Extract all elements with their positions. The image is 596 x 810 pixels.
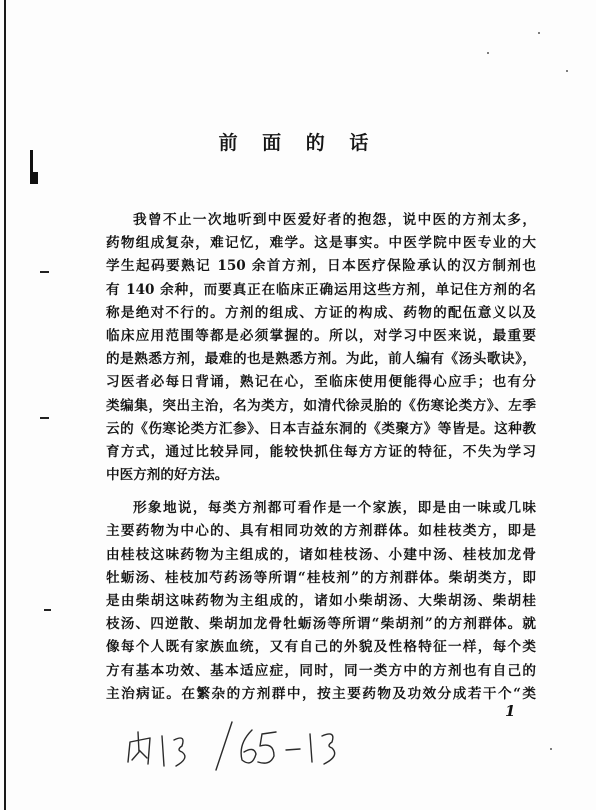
scan-speck — [538, 32, 540, 34]
text-line: 育方式，通过比较异同，能较快抓住每方方证的特征，不失为学习 — [106, 443, 536, 460]
scan-speck — [487, 52, 489, 54]
margin-tick — [40, 417, 49, 419]
scan-speck — [566, 70, 568, 72]
page-title: 前 面 的 话 — [218, 132, 378, 154]
text-line: 有 140 余种，而要真正在临床正确运用这些方剂，单记住方剂的名 — [106, 281, 536, 298]
margin-mark — [30, 150, 38, 188]
text-line: 中医方剂的好方法。 — [106, 467, 229, 484]
text-line: 我曾不止一次地听到中医爱好者的抱怨，说中医的方剂太多， — [133, 212, 536, 228]
text-line: 称是绝对不行的。方剂的组成、方证的构成、药物的配伍意义以及 — [106, 304, 536, 321]
text-line: 像每个人既有家族血统，又有自己的外貌及性格特征一样，每个类 — [106, 639, 536, 656]
text-line: 牡蛎汤、桂枝加芍药汤等所谓“桂枝剂”的方剂群体。柴胡类方，即 — [106, 569, 536, 586]
text-line: 由桂枝这味药物为主组成的，诸如桂枝汤、小建中汤、桂枝加龙骨 — [106, 546, 536, 563]
text-line: 学生起码要熟记 150 余首方剂，日本医疗保险承认的汉方制剂也 — [106, 258, 536, 275]
handwritten-note — [120, 714, 350, 784]
text-line: 主要药物为中心的、具有相同功效的方剂群体。如桂枝类方，即是 — [106, 523, 536, 540]
scan-left-border — [4, 0, 6, 810]
text-line: 枝汤、四逆散、柴胡加龙骨牡蛎汤等所谓“柴胡剂”的方剂群体。就 — [106, 616, 536, 633]
body-text — [106, 209, 536, 706]
text-line: 主治病证。在繁杂的方剂群中，按主要药物及功效分成若干个“类 — [106, 685, 536, 702]
text-line: 形象地说，每类方剂都可看作是一个家族，即是由一味或几味 — [133, 500, 536, 517]
text-line: 类编集，突出主治，名为类方，如清代徐灵胎的《伤寒论类方》、左季 — [106, 397, 536, 414]
scan-speck — [550, 748, 552, 750]
text-line: 云的《伤寒论类方汇参》、日本吉益东洞的《类聚方》等皆是。这种教 — [106, 420, 536, 437]
text-line: 临床应用范围等都是必须掌握的。所以，对学习中医来说，最重要 — [106, 327, 536, 344]
text-line: 药物组成复杂，难记忆，难学。这是事实。中医学院中医专业的大 — [106, 235, 536, 252]
text-line: 的是熟悉方剂，最难的也是熟悉方剂。为此，前人编有《汤头歌诀》， — [106, 351, 536, 368]
text-line: 是由柴胡这味药物为主组成的，诸如小柴胡汤、大柴胡汤、柴胡桂 — [106, 593, 536, 609]
margin-tick — [40, 271, 49, 273]
page-number: 1 — [505, 702, 516, 720]
text-line: 方有基本功效、基本适应症，同时，同一类方中的方剂也有自己的 — [106, 662, 536, 679]
text-line: 习医者必每日背诵，熟记在心，至临床使用便能得心应手；也有分 — [106, 374, 536, 391]
margin-tick — [44, 609, 51, 611]
